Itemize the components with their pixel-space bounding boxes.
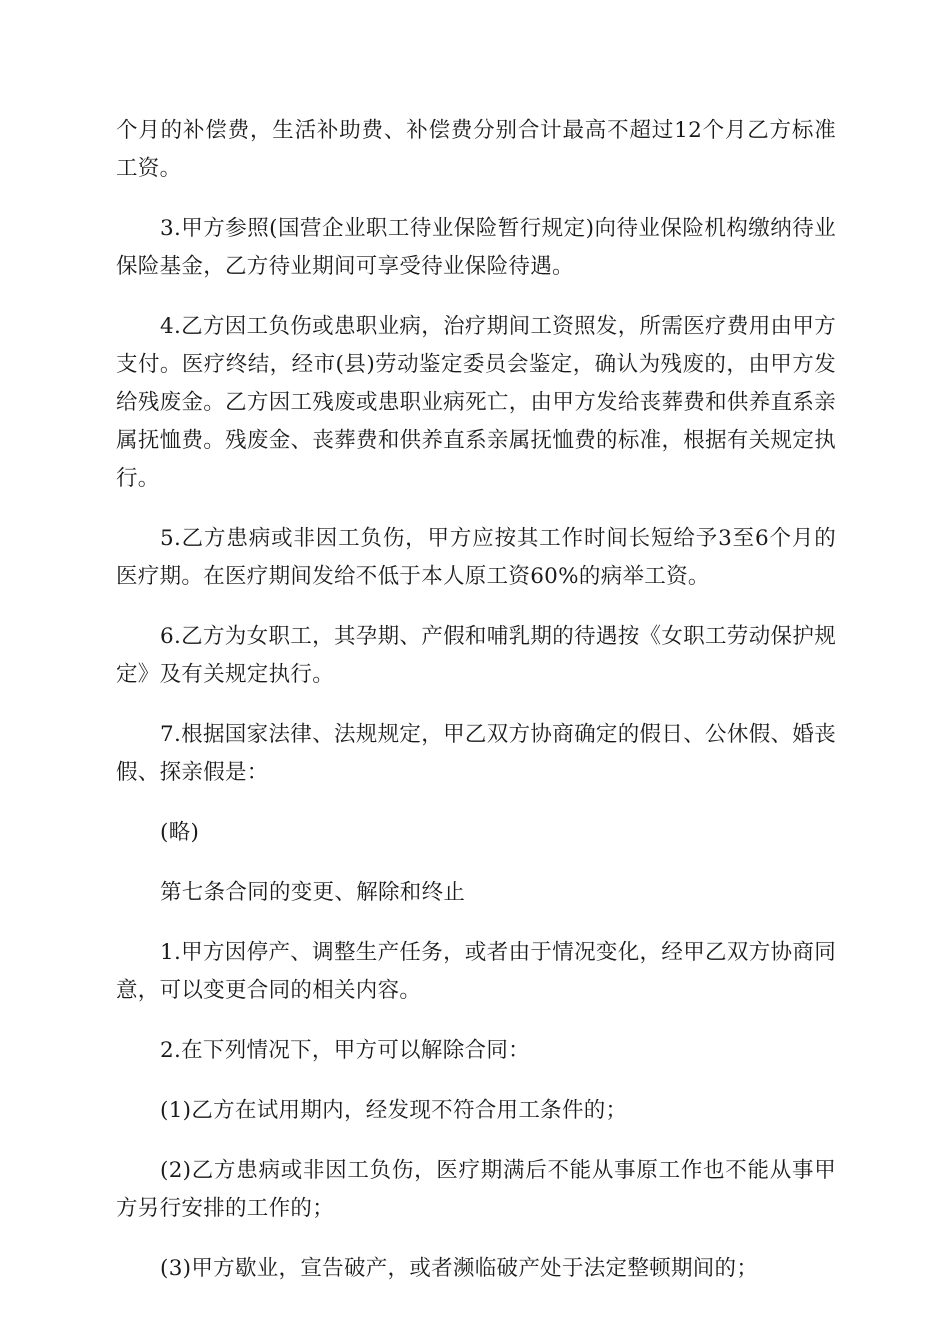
paragraph-item-4: 4.乙方因工负伤或患职业病，治疗期间工资照发，所需医疗费用由甲方支付。医疗终结，经市(县)劳动鉴定委员会鉴定，确认为残废的，由甲方发给残废金。乙方因工残废或患职业病死亡，由甲方发给丧葬费和供养直系亲属抚恤费。残废金、丧葬费和供养直系亲属抚恤费的标准，根据有关规定执行。 (116, 314, 836, 491)
document-body (116, 112, 836, 1310)
paragraph-omitted: (略) (160, 820, 200, 845)
paragraph-clause-1: 1.甲方因停产、调整生产任务，或者由于情况变化，经甲乙双方协商同意，可以变更合同的相关内容。 (116, 940, 836, 1003)
paragraph-item-3: 3.甲方参照(国营企业职工待业保险暂行规定)向待业保险机构缴纳待业保险基金，乙方待业期间可享受待业保险待遇。 (116, 216, 836, 279)
paragraph-subclause-3: (3)甲方歇业，宣告破产，或者濒临破产处于法定整顿期间的； (160, 1256, 759, 1281)
paragraph-continuation: 个月的补偿费，生活补助费、补偿费分别合计最高不超过12个月乙方标准工资。 (116, 118, 836, 181)
paragraph-subclause-2: (2)乙方患病或非因工负伤，医疗期满后不能从事原工作也不能从事甲方另行安排的工作的； (116, 1158, 836, 1221)
section-heading-article-7: 第七条合同的变更、解除和终止 (160, 880, 466, 905)
paragraph-subclause-1: (1)乙方在试用期内，经发现不符合用工条件的； (160, 1098, 628, 1123)
paragraph-clause-2: 2.在下列情况下，甲方可以解除合同： (160, 1038, 530, 1063)
paragraph-item-7: 7.根据国家法律、法规规定，甲乙双方协商确定的假日、公休假、婚丧假、探亲假是： (116, 722, 836, 785)
paragraph-item-6: 6.乙方为女职工，其孕期、产假和哺乳期的待遇按《女职工劳动保护规定》及有关规定执行。 (116, 624, 836, 687)
paragraph-item-5: 5.乙方患病或非因工负伤，甲方应按其工作时间长短给予3至6个月的医疗期。在医疗期间发给不低于本人原工资60%的病举工资。 (116, 526, 836, 589)
